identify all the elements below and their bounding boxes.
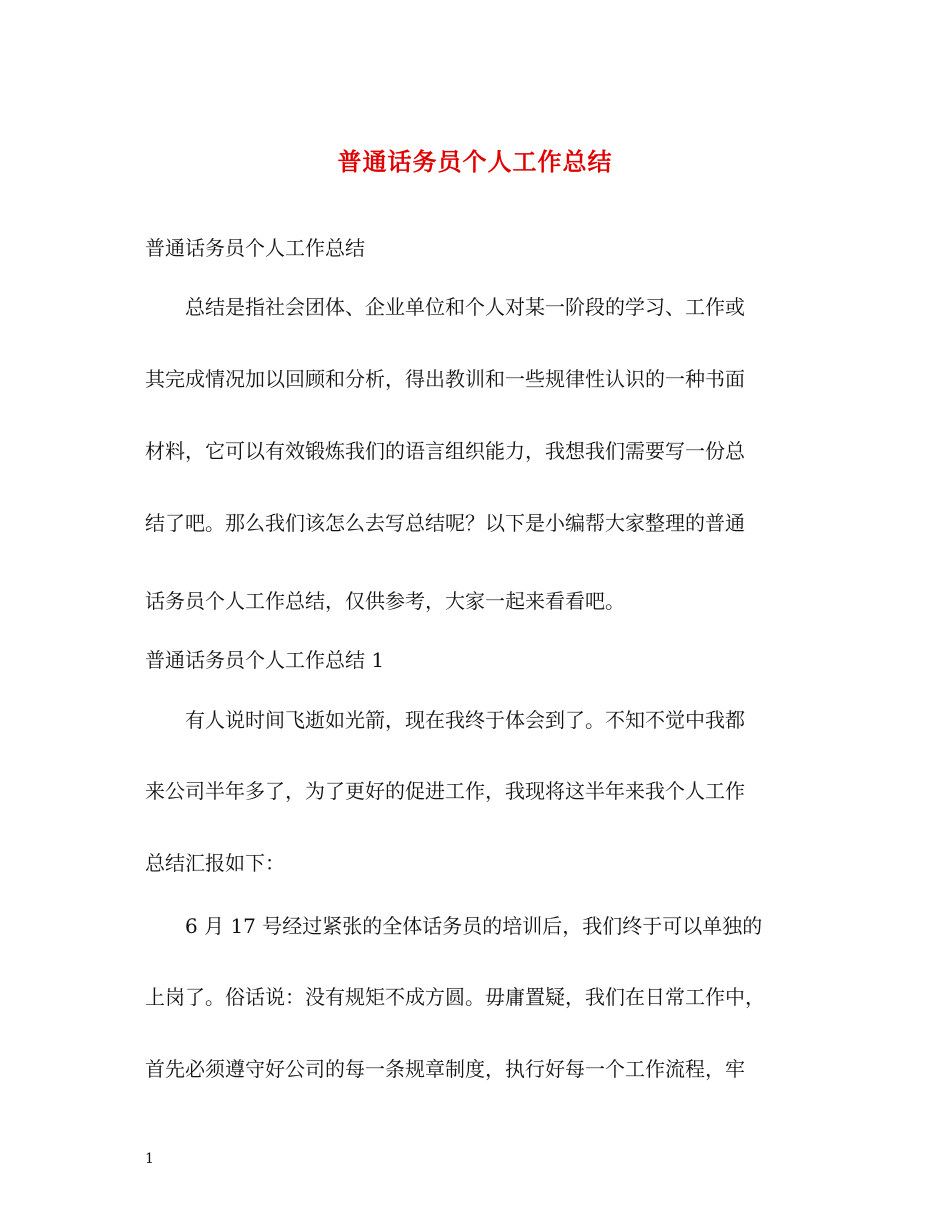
paragraph-line: 首先必须遵守好公司的每一条规章制度，执行好每一个工作流程，牢 <box>145 1057 745 1081</box>
page-number: 1 <box>145 1151 154 1167</box>
paragraph-line: 6 月 17 号经过紧张的全体话务员的培训后，我们终于可以单独的 <box>185 914 763 938</box>
paragraph-line: 来公司半年多了，为了更好的促进工作，我现将这半年来我个人工作 <box>145 779 745 803</box>
intro-line: 总结是指社会团体、企业单位和个人对某一阶段的学习、工作或 <box>185 295 745 319</box>
paragraph-line: 总结汇报如下： <box>145 851 285 875</box>
intro-line: 话务员个人工作总结，仅供参考，大家一起来看看吧。 <box>145 589 625 613</box>
paragraph-line: 有人说时间飞逝如光箭，现在我终于体会到了。不知不觉中我都 <box>185 708 745 732</box>
intro-line: 其完成情况加以回顾和分析，得出教训和一些规律性认识的一种书面 <box>145 367 745 391</box>
subtitle: 普通话务员个人工作总结 <box>145 236 365 260</box>
section-heading: 普通话务员个人工作总结 1 <box>145 648 385 672</box>
intro-line: 材料，它可以有效锻炼我们的语言组织能力，我想我们需要写一份总 <box>145 439 745 463</box>
paragraph-line: 上岗了。俗话说：没有规矩不成方圆。毋庸置疑，我们在日常工作中， <box>145 985 765 1009</box>
intro-line: 结了吧。那么我们该怎么去写总结呢？以下是小编帮大家整理的普通 <box>145 511 745 535</box>
document-title: 普通话务员个人工作总结 <box>337 147 613 176</box>
